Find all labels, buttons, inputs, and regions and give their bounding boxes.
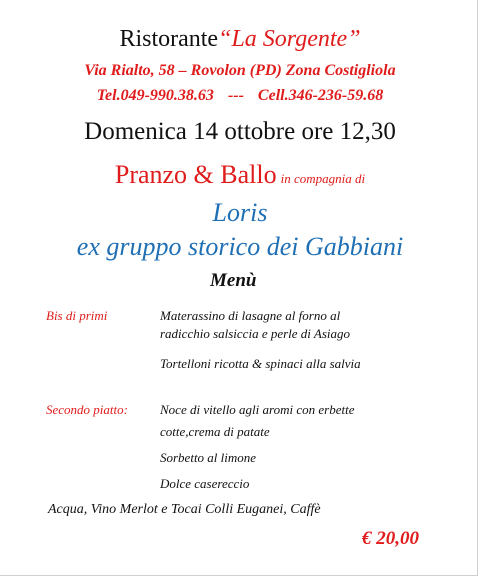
telephone: Tel.049-990.38.63 xyxy=(96,87,214,104)
menu-category-secondo: Secondo piatto: xyxy=(46,402,128,417)
event-title: Pranzo & Ballo xyxy=(114,160,277,189)
event-date: Domenica 14 ottobre ore 12,30 xyxy=(84,118,396,145)
menu-dish: Sorbetto al limone xyxy=(160,450,257,465)
menu-dish: radicchio salsiccia e perle di Asiago xyxy=(160,326,351,341)
menu-price: € 20,00 xyxy=(362,528,419,549)
restaurant-prefix: Ristorante xyxy=(119,26,219,52)
restaurant-title xyxy=(0,26,480,53)
menu-dish: cotte,crema di patate xyxy=(160,424,270,439)
event-title-suffix: in compagnia di xyxy=(280,171,366,186)
menu-drinks: Acqua, Vino Merlot e Tocai Colli Euganei, Caffè xyxy=(48,502,321,517)
menu-dish: Materassino di lasagne al forno al xyxy=(160,308,341,323)
menu-category-primi: Bis di primi xyxy=(46,308,108,323)
artist-group: ex gruppo storico dei Gabbiani xyxy=(76,232,404,261)
cellphone: Cell.346-236-59.68 xyxy=(257,87,384,104)
restaurant-name: “La Sorgente” xyxy=(218,26,361,52)
restaurant-address: Via Rialto, 58 – Rovolon (PD) Zona Costigliola xyxy=(84,62,396,79)
phone-line xyxy=(0,87,480,105)
menu-dish: Noce di vitello agli aromi con erbette xyxy=(160,402,355,417)
menu-title: Menù xyxy=(210,270,257,291)
artist-name: Loris xyxy=(212,198,268,227)
phone-separator: --- xyxy=(227,87,244,104)
event-title-line xyxy=(0,160,480,190)
menu-dish: Tortelloni ricotta & spinaci alla salvia xyxy=(160,356,361,371)
menu-dish: Dolce casereccio xyxy=(160,476,250,491)
